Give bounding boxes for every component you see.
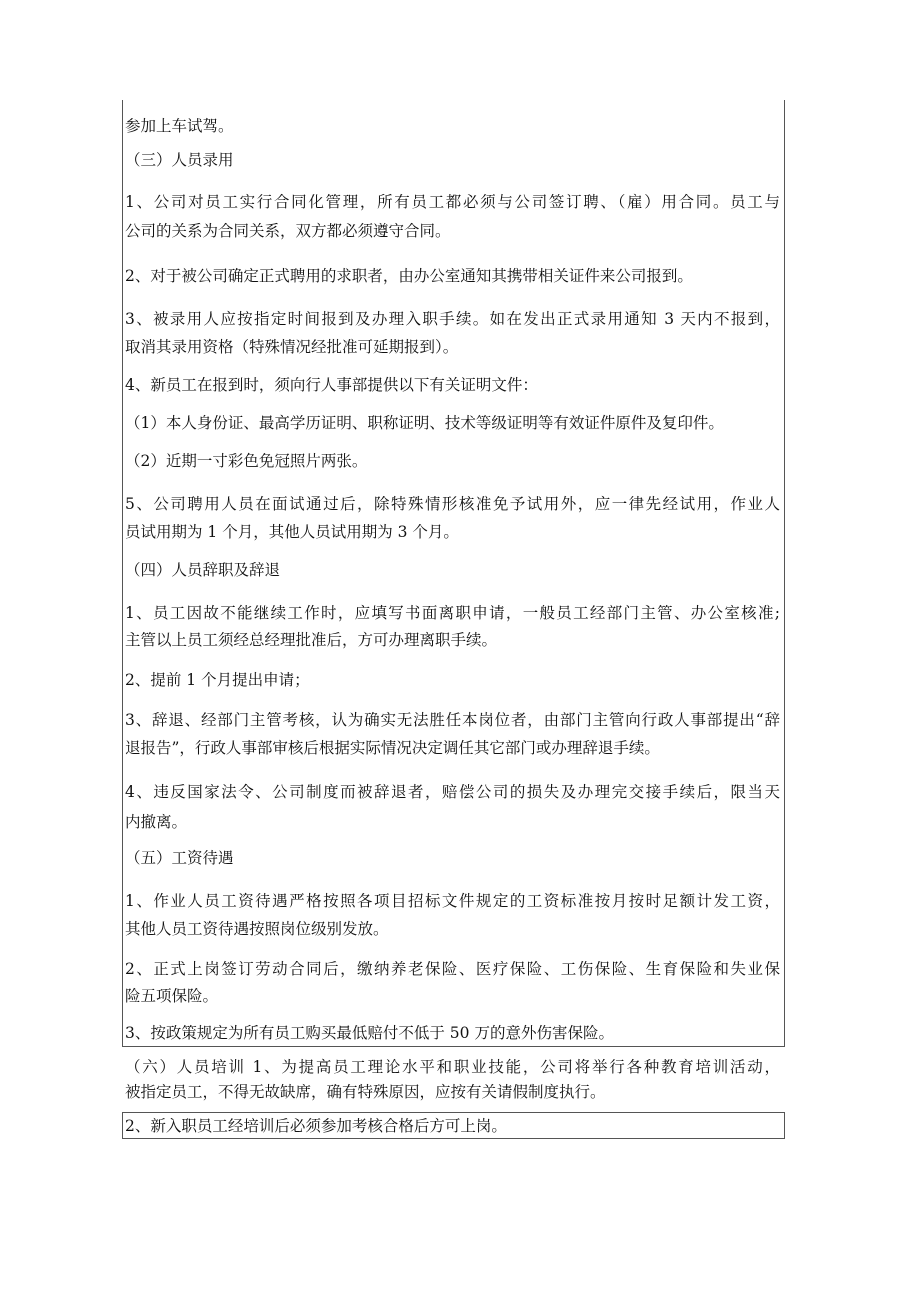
paragraph-line: 5、公司聘用人员在面试通过后，除特殊情形核准免予试用外，应一律先经试用，作业人 (125, 495, 780, 513)
paragraph-line: 取消其录用资格（特殊情况经批准可延期报到）。 (125, 338, 459, 356)
paragraph-line: 主管以上员工须经总经理批准后，方可办理离职手续。 (125, 631, 498, 649)
paragraph-line: 3、按政策规定为所有员工购买最低赔付不低于 50 万的意外伤害保险。 (125, 1024, 614, 1042)
paragraph-line: 2、正式上岗签订劳动合同后，缴纳养老保险、医疗保险、工伤保险、生育保险和失业保 (125, 960, 780, 978)
paragraph-line: 1、公司对员工实行合同化管理，所有员工都必须与公司签订聘、（雇）用合同。员工与 (125, 193, 780, 211)
paragraph-line: （1）本人身份证、最高学历证明、职称证明、技术等级证明等有效证件原件及复印件。 (125, 414, 724, 432)
paragraph-line: 4、违反国家法令、公司制度而被辞退者，赔偿公司的损失及办理完交接手续后，限当天 (125, 783, 780, 801)
paragraph-line: （六）人员培训 1、为提高员工理论水平和职业技能，公司将举行各种教育培训活动， (125, 1058, 780, 1076)
paragraph-line: （三）人员录用 (125, 151, 234, 169)
paragraph-line: （2）近期一寸彩色免冠照片两张。 (125, 452, 368, 470)
paragraph-line: 公司的关系为合同关系，双方都必须遵守合同。 (125, 222, 451, 240)
paragraph-line: 2、新入职员工经培训后必须参加考核合格后方可上岗。 (125, 1117, 507, 1135)
paragraph-line: 3、被录用人应按指定时间报到及办理入职手续。如在发出正式录用通知 3 天内不报到， (125, 310, 780, 328)
paragraph-line: 2、提前 1 个月提出申请； (125, 671, 310, 689)
paragraph-line: （五）工资待遇 (125, 849, 234, 867)
paragraph-line: （四）人员辞职及辞退 (125, 561, 281, 579)
paragraph-line: 1、作业人员工资待遇严格按照各项目招标文件规定的工资标准按月按时足额计发工资， (125, 892, 780, 910)
paragraph-line: 参加上车试驾。 (125, 117, 234, 135)
paragraph-line: 员试用期为 1 个月，其他人员试用期为 3 个月。 (125, 523, 459, 541)
paragraph-line: 内撤离。 (125, 813, 188, 831)
paragraph-line: 其他人员工资待遇按照岗位级别发放。 (125, 920, 389, 938)
paragraph-line: 险五项保险。 (125, 987, 219, 1005)
paragraph-line: 3、辞退、经部门主管考核，认为确实无法胜任本岗位者，由部门主管向行政人事部提出“辞 (125, 711, 780, 729)
paragraph-line: 退报告”，行政人事部审核后根据实际情况决定调任其它部门或办理辞退手续。 (125, 739, 660, 757)
paragraph-line: 2、对于被公司确定正式聘用的求职者，由办公室通知其携带相关证件来公司报到。 (125, 267, 693, 285)
paragraph-line: 被指定员工，不得无故缺席，确有特殊原因，应按有关请假制度执行。 (125, 1083, 606, 1101)
paragraph-line: 4、新员工在报到时，须向行人事部提供以下有关证明文件： (125, 376, 538, 394)
paragraph-line: 1、员工因故不能继续工作时，应填写书面离职申请，一般员工经部门主管、办公室核准; (125, 604, 780, 622)
